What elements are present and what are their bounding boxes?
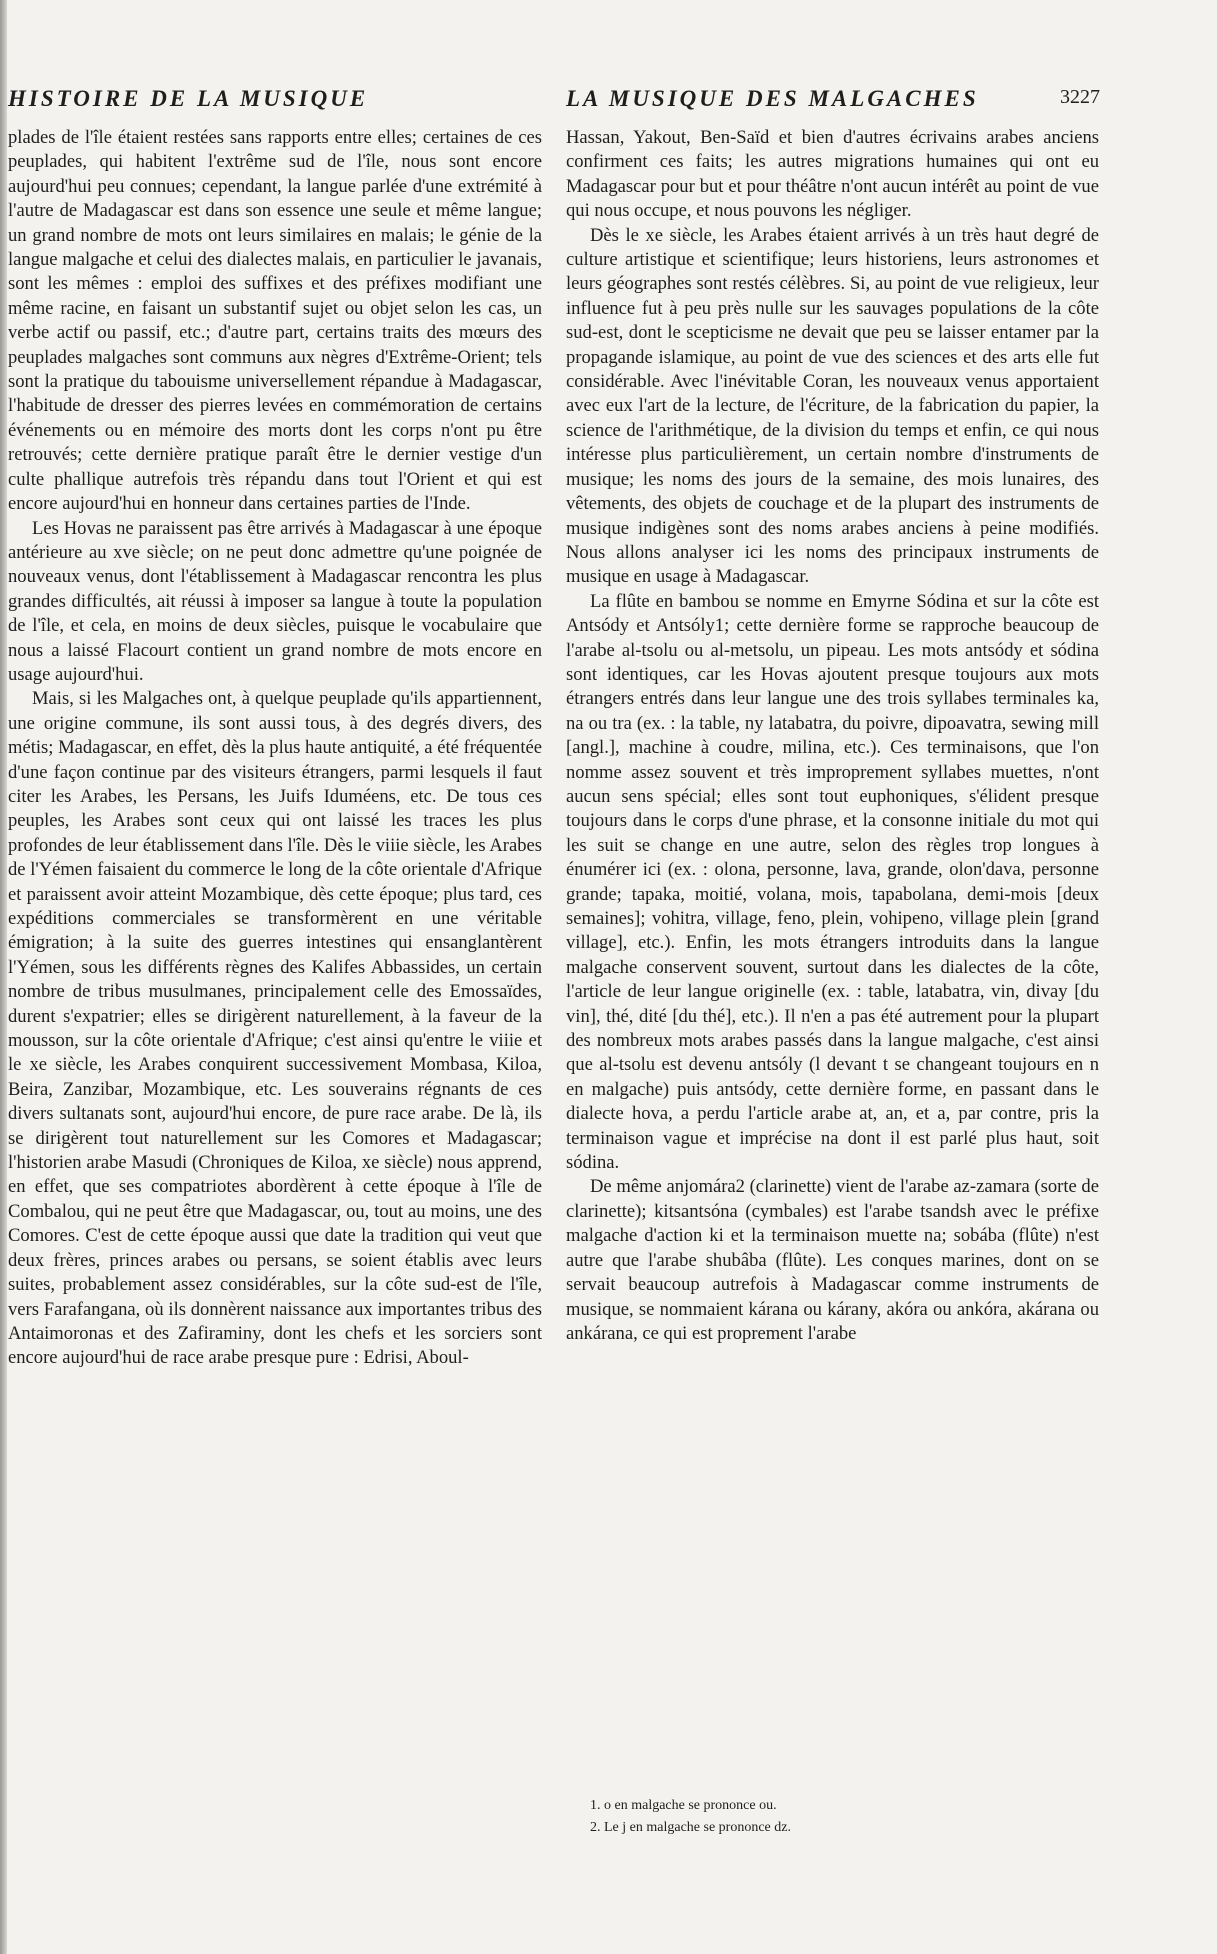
paragraph: Dès le xe siècle, les Arabes étaient arrivés à un très haut degré de culture artistique et scientifique; leurs historiens, leurs astronomes et leurs géographes sont restés célèbres. Si, au point de vue religieux, leur influence fut à peu près nulle sur les sauvages populations de la côte sud-est, dont le scepticisme ne devait que peu se laisser entamer par la propagande islamique, au point de vue des sciences et des arts elle fut considérable. Avec l'inévitable Coran, les nouveaux venus apportaient avec eux l'art de la lecture, de l'écriture, de la fabrication du papier, la science de l'arithmétique, de la division du temps et enfin, ce qui nous intéresse plus particulièrement, un certain nombre d'instruments de musique; les noms des jours de la semaine, des mois lunaires, des vêtements, des objets de couchage et de la plupart des instruments de musique indigènes sont des noms arabes anciens à peine modifiés. Nous allons analyser ici les noms des principaux instruments de musique en usage à Madagascar. bbox=[566, 224, 1099, 588]
running-title-left: HISTOIRE DE LA MUSIQUE bbox=[8, 86, 369, 111]
paragraph: plades de l'île étaient restées sans rapports entre elles; certaines de ces peuplades, qui habitent l'extrême sud de l'île, nous sont encore aujourd'hui peu connues; cependant, la langue parlée d'une extrémité à l'autre de Madagascar est dans son essence une seule et même langue; un grand nombre de mots ont leurs similaires en malais; le génie de la langue malgache et celui des dialectes malais, en particulier le javanais, sont les mêmes : emploi des suffixes et des préfixes modifiant une même racine, en faisant un substantif sujet ou objet selon les cas, un verbe actif ou passif, etc.; d'autre part, certains traits des mœurs des peuplades malgaches sont communs aux nègres d'Extrême-Orient; tels sont la pratique du tabouisme universellement répandue à Madagascar, l'habitude de dresser des pierres levées en commémoration de certains événements ou en mémoire des morts dont les corps n'ont pu être retrouvés; cette dernière pratique paraît être le dernier vestige d'un culte phallique autrefois très répandu dans tout l'Orient et qui est encore aujourd'hui en honneur dans certaines parties de l'Inde. bbox=[8, 127, 542, 515]
paragraph: Mais, si les Malgaches ont, à quelque peuplade qu'ils appartiennent, une origine commune, ils sont aussi tous, à des degrés divers, des métis; Madagascar, en effet, dès la plus haute antiquité, a été fréquentée d'une façon continue par des visiteurs étrangers, parmi lesquels il faut citer les Arabes, les Persans, les Juifs Iduméens, etc. De tous ces peuples, les Arabes sont ceux qui ont laissé les traces les plus profondes de leur établissement dans l'île. Dès le viiie siècle, les Arabes de l'Yémen faisaient du commerce le long de la côte orientale d'Afrique et paraissent avoir atteint Mozambique, dès cette époque; plus tard, ces expéditions commerciales se transformèrent en une véritable émigration; à la suite des guerres intestines qui ensanglantèrent l'Yémen, sous les différents règnes des Kalifes Abbassides, un certain nombre de tribus musulmanes, principalement celle des Emossaïdes, durent s'expatrier; elles se dirigèrent naturellement, à la faveur de la mousson, sur la côte orientale d'Afrique; c'est ainsi qu'entre le viiie et le xe siècle, les Arabes conquirent successivement Mombasa, Kiloa, Beira, Zanzibar, Mozambique, etc. Les souverains régnants de ces divers sultanats sont, aujourd'hui encore, de pure race arabe. De là, ils se dirigèrent tout naturellement sur les Comores et Madagascar; l'historien arabe Masudi (Chroniques de Kiloa, xe siècle) nous apprend, en effet, que ses compatriotes abordèrent à cette époque à l'île de Combalou, qui ne peut être que Madagascar, ou, tout au moins, une des Comores. C'est de cette époque aussi que date la tradition qui veut que deux frères, princes arabes ou persans, se soient établis avec leurs suites, probablement assez considérables, sur la côte sud-est de l'île, vers Farafangana, où ils donnèrent naissance aux importantes tribus des Antaimoronas et des Zafiraminy, dont les chefs et les sorciers sont encore aujourd'hui de race arabe presque pure : Edrisi, Aboul- bbox=[8, 688, 542, 1369]
running-title-right: LA MUSIQUE DES MALGACHES bbox=[566, 86, 979, 111]
page-number: 3227 bbox=[1060, 86, 1100, 108]
paragraph: Les Hovas ne paraissent pas être arrivés à Madagascar à une époque antérieure au xve siècle; on ne peut donc admettre qu'une poignée de nouveaux venus, dont l'établissement à Madagascar rencontra les plus grandes difficultés, ait réussi à imposer sa langue à toute la population de l'île, et cela, en moins de deux siècles, puisque le vocabulaire que nous a laissé Flacourt contient un grand nombre de mots encore en usage aujourd'hui. bbox=[8, 517, 542, 685]
paragraph: De même anjomára2 (clarinette) vient de l'arabe az-zamara (sorte de clarinette); kitsantsóna (cymbales) est l'arabe tsandsh avec le préfixe malgache d'action ki et la terminaison muette na; sobába (flûte) n'est autre que l'arabe shubâba (flûte). Les conques marines, dont on se servait beaucoup autrefois à Madagascar comme instruments de musique, se nommaient kárana ou kárany, akóra ou ankóra, akárana ou ankárana, ce qui est proprement l'arabe bbox=[566, 1176, 1099, 1344]
footnotes bbox=[590, 1795, 1090, 1839]
running-header bbox=[8, 86, 1108, 120]
left-column bbox=[8, 126, 542, 1371]
footnote: 2. Le j en malgache se prononce dz. bbox=[590, 1820, 791, 1835]
paragraph: Hassan, Yakout, Ben-Saïd et bien d'autres écrivains arabes anciens confirment ces faits; les autres migrations humaines qui ont eu Madagascar pour but et pour théâtre n'ont aucun intérêt au point de vue qui nous occupe, et nous pouvons les négliger. bbox=[566, 127, 1099, 222]
footnote: 1. o en malgache se prononce ou. bbox=[590, 1798, 777, 1813]
page-binding-edge bbox=[0, 0, 7, 1954]
right-column bbox=[566, 126, 1099, 1346]
paragraph: La flûte en bambou se nomme en Emyrne Sódina et sur la côte est Antsódy et Antsóly1; cette dernière forme se rapproche beaucoup de l'arabe al-tsolu ou al-metsolu, un pipeau. Les mots antsódy et sódina sont identiques, car les Hovas ajoutent presque toujours aux mots étrangers entrés dans leur langue une des trois syllabes terminales ka, na ou tra (ex. : la table, ny latabatra, du poivre, dipoavatra, sewing mill [angl.], machine à coudre, milina, etc.). Ces terminaisons, que l'on nomme assez souvent et très improprement syllabes muettes, n'ont aucun sens spécial; elles sont tout euphoniques, s'élident presque toujours dans le corps d'une phrase, et la consonne initiale du mot qui les suit se change en une autre, selon des règles trop longues à énumérer ici (ex. : olona, personne, lava, grande, olon'dava, personne grande; tapaka, moitié, volana, mois, tapabolana, demi-mois [deux semaines]; vohitra, village, feno, plein, vohipeno, village plein [grand village], etc.). Enfin, les mots étrangers introduits dans la langue malgache conservent souvent, surtout dans les dialectes de la côte, l'article de leur langue originelle (ex. : table, latabatra, vin, divay [du vin], thé, dité [du thé], etc.). Il n'en a pas été autrement pour la plupart des nombreux mots arabes passés dans la langue malgache, c'est ainsi que al-tsolu est devenu antsóly (l devant t se changeant toujours en n en malgache) puis antsódy, cette dernière forme, en passant dans le dialecte hova, a perdu l'article arabe at, an, et a, par contre, pris la terminaison vague et imprécise na dont il est parlé plus haut, soit sódina. bbox=[566, 590, 1099, 1174]
